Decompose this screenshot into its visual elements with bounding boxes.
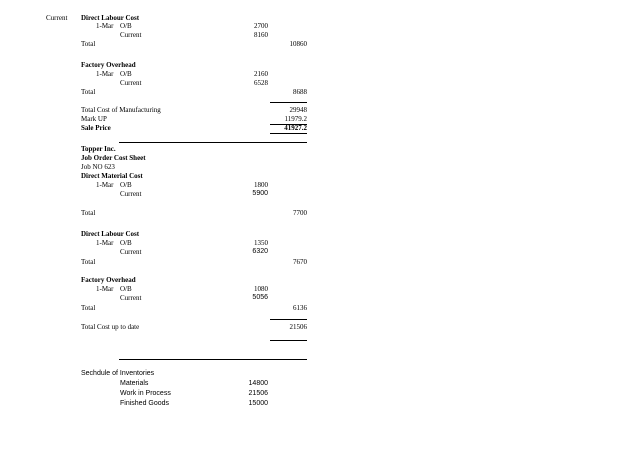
overhead2-ob-label: O/B	[120, 285, 132, 293]
rule	[270, 102, 307, 103]
overhead-current-label: Current	[120, 79, 142, 87]
overhead-ob-date: 1-Mar	[96, 70, 114, 78]
labour-ob-date: 1-Mar	[96, 22, 114, 30]
labour-current-label: Current	[120, 31, 142, 39]
cost-to-date-amount: 21506	[289, 323, 307, 331]
labour2-total-amount: 7670	[293, 258, 307, 266]
overhead-total-label: Total	[81, 88, 96, 96]
labour-ob-label: O/B	[120, 22, 132, 30]
labour-current-amount: 8160	[254, 31, 268, 39]
overhead2-current-label: Current	[120, 294, 142, 302]
material-ob-amount: 1800	[254, 181, 268, 189]
inventory-finished-label: Finished Goods	[120, 400, 170, 407]
inventories-heading: Sechdule of Inventories	[81, 370, 155, 377]
markup-amount: 11979.2	[284, 115, 307, 123]
side-label-current: Current	[46, 14, 68, 22]
inventory-wip-amount: 21506	[248, 390, 268, 397]
overhead-ob-label: O/B	[120, 70, 132, 78]
material-current-amount: 5900	[252, 190, 268, 197]
rule	[270, 340, 307, 341]
overhead2-ob-date: 1-Mar	[96, 285, 114, 293]
sheet-title: Job Order Cost Sheet	[81, 154, 146, 162]
company-name: Topper Inc.	[81, 145, 116, 153]
divider	[119, 142, 307, 143]
inventory-materials-amount: 14800	[248, 380, 268, 387]
sale-price-label: Sale Price	[81, 124, 111, 132]
material-total-label: Total	[81, 209, 96, 217]
labour-total-label: Total	[81, 40, 96, 48]
rule	[270, 133, 307, 134]
labour2-ob-date: 1-Mar	[96, 239, 114, 247]
material-ob-label: O/B	[120, 181, 132, 189]
material-current-label: Current	[120, 190, 142, 198]
labour-total-amount: 10860	[289, 40, 307, 48]
inventory-finished-amount: 15000	[248, 400, 268, 407]
overhead-heading: Factory Overhead	[81, 61, 136, 69]
cost-to-date-label: Total Cost up to date	[81, 323, 140, 331]
material-total-amount: 7700	[293, 209, 307, 217]
sale-price-amount: 41927.2	[284, 124, 307, 132]
labour2-ob-label: O/B	[120, 239, 132, 247]
total-manufacturing-amount: 29948	[289, 106, 307, 114]
rule	[270, 124, 307, 125]
divider	[119, 359, 307, 360]
labour-heading: Direct Labour Cost	[81, 14, 140, 22]
material-ob-date: 1-Mar	[96, 181, 114, 189]
rule	[270, 319, 307, 320]
overhead2-heading: Factory Overhead	[81, 276, 136, 284]
inventory-materials-label: Materials	[120, 380, 149, 387]
labour2-total-label: Total	[81, 258, 96, 266]
overhead-total-amount: 8688	[293, 88, 307, 96]
overhead2-current-amount: 5056	[252, 294, 268, 301]
overhead2-total-amount: 6136	[293, 304, 307, 312]
job-number: Job NO 623	[81, 163, 115, 171]
labour2-current-label: Current	[120, 248, 142, 256]
overhead2-total-label: Total	[81, 304, 96, 312]
overhead2-ob-amount: 1080	[254, 285, 268, 293]
labour-ob-amount: 2700	[254, 22, 268, 30]
overhead-ob-amount: 2160	[254, 70, 268, 78]
labour2-current-amount: 6320	[252, 248, 268, 255]
inventory-wip-label: Work in Process	[120, 390, 171, 397]
overhead-current-amount: 6528	[254, 79, 268, 87]
total-manufacturing-label: Total Cost of Manufacturing	[81, 106, 161, 114]
labour2-ob-amount: 1350	[254, 239, 268, 247]
markup-label: Mark UP	[81, 115, 107, 123]
material-heading: Direct Material Cost	[81, 172, 143, 180]
labour2-heading: Direct Labour Cost	[81, 230, 140, 238]
